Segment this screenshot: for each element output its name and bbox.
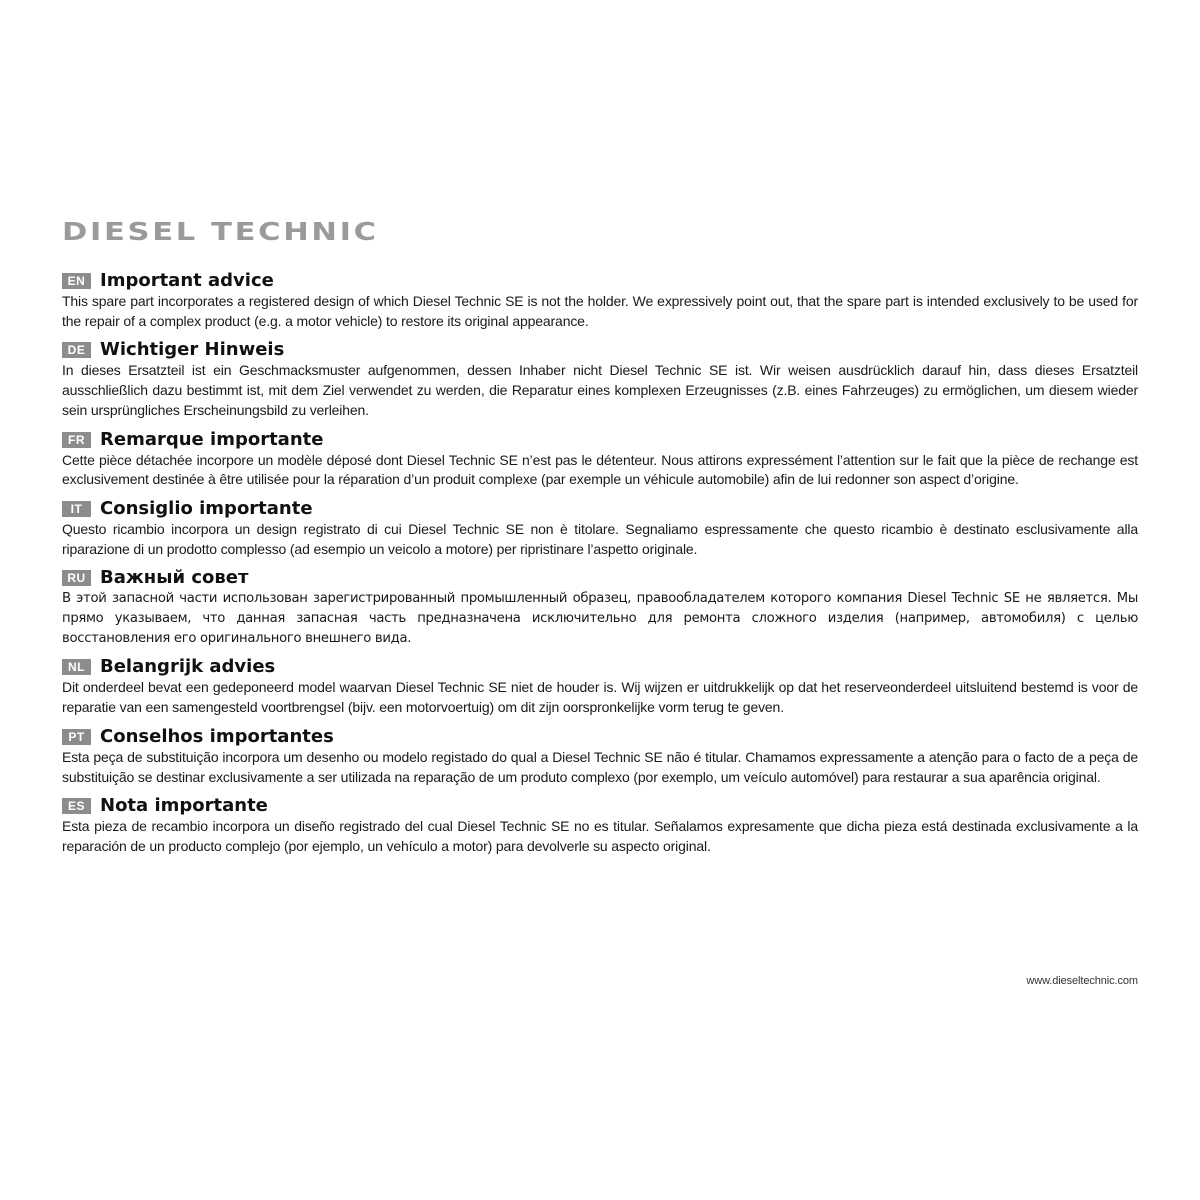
section-nl	[62, 656, 1138, 717]
language-badge-it: IT	[62, 501, 91, 517]
document-page	[62, 218, 1138, 865]
section-title: Conselhos importantes	[100, 725, 334, 747]
website-link[interactable]: www.dieseltechnic.com	[1026, 975, 1138, 987]
language-badge-nl: NL	[62, 659, 91, 675]
section-title: Nota importante	[100, 795, 268, 817]
section-title: Belangrijk advies	[100, 656, 276, 678]
section-title: Important advice	[100, 270, 274, 291]
language-badge-es: ES	[62, 798, 91, 814]
language-badge-fr: FR	[62, 432, 91, 448]
language-badge-ru: RU	[62, 570, 91, 586]
section-en	[62, 270, 1138, 331]
section-title: Remarque importante	[100, 428, 324, 450]
language-badge-de: DE	[62, 342, 91, 358]
section-heading	[62, 429, 1138, 451]
section-heading	[62, 270, 1138, 292]
section-title: Важный совет	[100, 567, 249, 589]
section-text: В этой запасной части использован зарегистрированный промышленный образец, правообладателем которого компания Diesel Technic SE не является. Мы прямо указываем, что данная запасная часть предназначена исключительно для ремонта сложного изделия (например, автомобиля) с целью восстановления его оригинального внешнего вида.	[62, 591, 1138, 646]
section-text: Questo ricambio incorpora un design registrato di cui Diesel Technic SE non è titolare. Segnaliamo espressamente che questo ricambio è destinato esclusivamente alla riparazione di un prodotto complesso (ad esempio un veicolo a motore) per ripristinare l’aspetto originale.	[62, 520, 1138, 557]
section-title: Consiglio importante	[100, 497, 313, 519]
section-text: This spare part incorporates a registered design of which Diesel Technic SE is not the holder. We expressively point out, that the spare part is intended exclusively to be used for the repair of a complex product (e.g. a motor vehicle) to restore its original appearance.	[62, 293, 1138, 329]
section-heading	[62, 498, 1138, 520]
section-es	[62, 795, 1138, 856]
section-text: Esta pieza de recambio incorpora un diseño registrado del cual Diesel Technic SE no es titular. Señalamos expresamente que dicha pieza está destinada exclusivamente a la reparación de un producto complejo (por ejemplo, un vehículo a motor) para devolverle su aspecto original.	[62, 818, 1138, 854]
language-badge-pt: PT	[62, 729, 91, 745]
section-de	[62, 339, 1138, 420]
section-heading	[62, 339, 1138, 361]
section-it	[62, 498, 1138, 559]
section-ru	[62, 567, 1138, 648]
section-text: In dieses Ersatzteil ist ein Geschmacksmuster aufgenommen, dessen Inhaber nicht Diesel Technic SE ist. Wir weisen ausdrücklich darauf hin, dass dieses Ersatzteil ausschließlich dazu bestimmt ist, mit dem Ziel verwendet zu werden, die Reparatur eines komplexen Erzeugnisses (z.B. eines Fahrzeuges) zu ermöglichen, um diesem wieder sein ursprüngliches Erscheinungsbild zu verleihen.	[62, 362, 1138, 418]
section-title: Wichtiger Hinweis	[100, 339, 285, 361]
language-badge-en: EN	[62, 273, 91, 289]
section-heading	[62, 795, 1138, 817]
diesel-technic-logo: DIESEL TECHNIC	[62, 217, 379, 246]
section-text: Esta peça de substituição incorpora um desenho ou modelo registado do qual a Diesel Technic SE não é titular. Chamamos expressamente a atenção para o facto de a peça de substituição se destinar exclusivamente a ser utilizada na reparação de um produto complexo (por exemplo, um veículo automóvel) para restaurar a sua aparência original.	[62, 748, 1138, 785]
section-text: Dit onderdeel bevat een gedeponeerd model waarvan Diesel Technic SE niet de houder is. Wij wijzen er uitdrukkelijk op dat het reserveonderdeel uitsluitend bestemd is voor de reparatie van een samengesteld voortbrengsel (bijv. een motorvoertuig) om dit zijn oorspronkelijke vorm terug te geven.	[62, 679, 1138, 716]
section-pt	[62, 726, 1138, 787]
section-heading	[62, 656, 1138, 678]
section-text: Cette pièce détachée incorpore un modèle déposé dont Diesel Technic SE n’est pas le détenteur. Nous attirons expressément l’attention sur le fait que la pièce de rechange est exclusivement destinée à être utilisée pour la réparation d’un produit complexe (par exemple un véhicule automobile) afin de lui redonner son aspect d’origine.	[62, 451, 1138, 488]
section-fr	[62, 429, 1138, 490]
section-heading	[62, 726, 1138, 748]
section-heading	[62, 567, 1138, 589]
